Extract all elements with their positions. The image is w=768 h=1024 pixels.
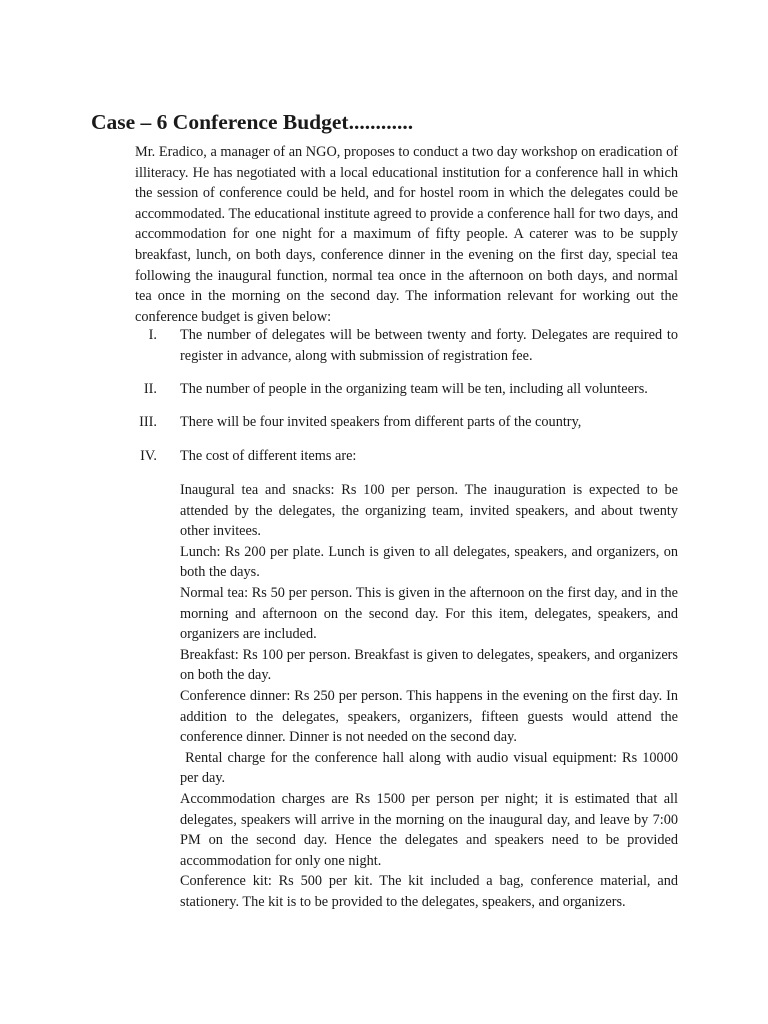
list-item-text: The cost of different items are: <box>180 448 357 464</box>
cost-item-accommodation: Accommodation charges are Rs 1500 per person per night; it is estimated that all delegates, speakers will arrive in the morning on the inaugural day, and leave by 7:00 PM on the second day. Hence the delegates and speakers need to be provided accommodation for only one night. <box>180 790 678 869</box>
list-numeral: III. <box>139 414 157 430</box>
list-numeral: II. <box>143 381 157 397</box>
page-title: Case – 6 Conference Budget............ <box>91 110 414 134</box>
list-item-text: There will be four invited speakers from different parts of the country, <box>180 414 582 430</box>
cost-item-normal-tea: Normal tea: Rs 50 per person. This is given in the afternoon on the first day, and in the morning and afternoon on the second day. For this item, delegates, speakers, and organizers are included. <box>180 584 678 643</box>
list-numeral: IV. <box>140 448 157 464</box>
cost-item-inaugural-tea: Inaugural tea and snacks: Rs 100 per person. The inauguration is expected to be attended by the delegates, the organizing team, invited speakers, and about twenty other invitees. <box>180 482 678 540</box>
intro-paragraph: Mr. Eradico, a manager of an NGO, proposes to conduct a two day workshop on eradication of illiteracy. He has negotiated with a local educational institution for a conference hall in which the session of conference could be held, and for hostel room in which the delegates could be accommodated. The educational institute agreed to provide a conference hall for two days, and accommodation for one night for a maximum of fifty people. A caterer was to be supply breakfast, lunch, on both days, conference dinner in the evening on the first day, special tea following the inaugural function, normal tea once in the afternoon on both days, and normal tea once in the morning on the second day. The information relevant for working out the conference budget is given below: <box>135 144 678 325</box>
cost-item-lunch: Lunch: Rs 200 per plate. Lunch is given to all delegates, speakers, and organizers, on both the days. <box>180 543 678 581</box>
list-numeral: I. <box>148 327 157 343</box>
cost-item-conference-kit: Conference kit: Rs 500 per kit. The kit included a bag, conference material, and stationery. The kit is to be provided to the delegates, speakers, and organizers. <box>180 873 678 910</box>
cost-item-conference-dinner: Conference dinner: Rs 250 per person. This happens in the evening on the first day. In addition to the delegates, speakers, organizers, fifteen guests would attend the conference dinner. Dinner is not needed on the second day. <box>180 687 678 746</box>
list-item-text: The number of people in the organizing team will be ten, including all volunteers. <box>180 381 648 397</box>
cost-item-hall-rental: Rental charge for the conference hall along with audio visual equipment: Rs 10000 per day. <box>180 749 682 787</box>
list-item-text: The number of delegates will be between twenty and forty. Delegates are required to register in advance, along with submission of registration fee. <box>180 327 678 364</box>
cost-items <box>180 480 682 912</box>
cost-item-breakfast: Breakfast: Rs 100 per person. Breakfast is given to delegates, speakers, and organizers on both the day. <box>180 646 678 684</box>
